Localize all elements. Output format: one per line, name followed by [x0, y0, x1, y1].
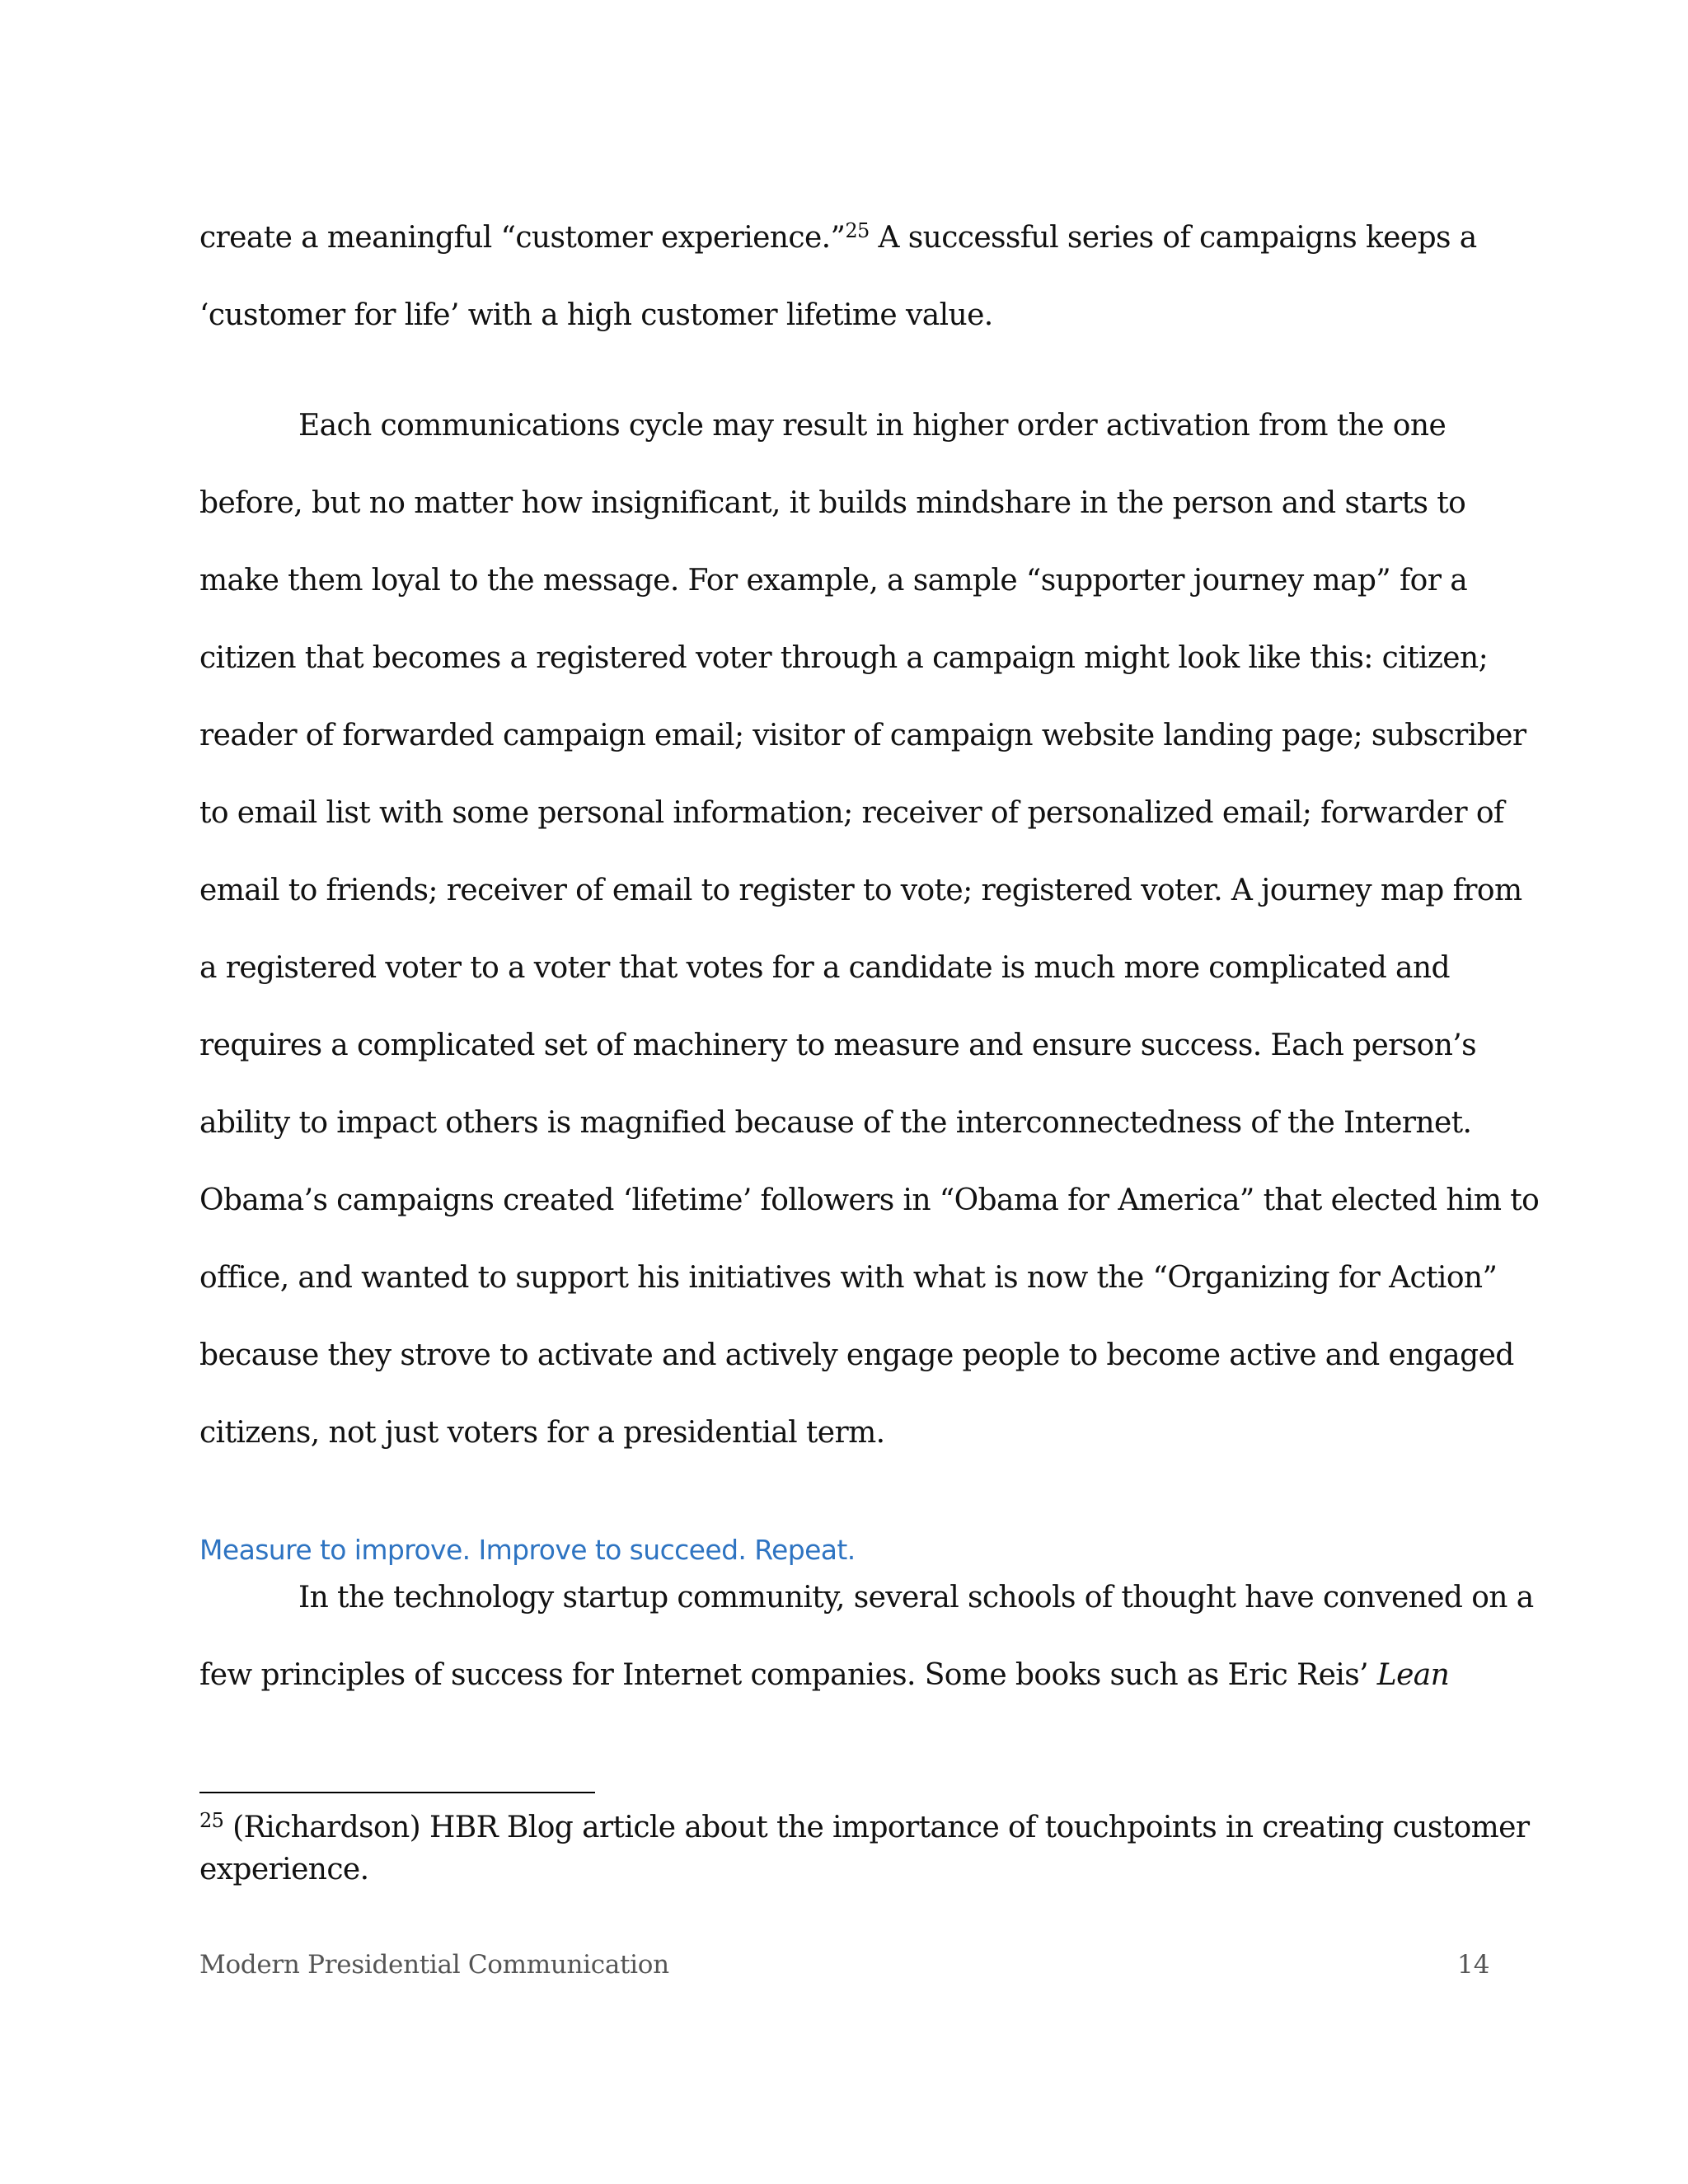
- footnote-separator: [199, 1792, 595, 1793]
- book-title-italic: Lean: [1376, 1658, 1450, 1692]
- paragraph-line: citizen that becomes a registered voter through a campaign might look like this: citizen;: [199, 641, 1489, 675]
- footnote-line: [199, 1808, 1530, 1850]
- paragraph-line: [199, 218, 1477, 259]
- paragraph-line: Obama’s campaigns created ‘lifetime’ followers in “Obama for America” that elected him to: [199, 1183, 1540, 1217]
- footnote-reference[interactable]: 25: [845, 219, 870, 242]
- text-segment: few principles of success for Internet companies. Some books such as Eric Reis’: [199, 1658, 1377, 1692]
- paragraph-line: In the technology startup community, several schools of thought have convened on a: [298, 1581, 1534, 1615]
- paragraph-line: office, and wanted to support his initiatives with what is now the “Organizing for Action”: [199, 1261, 1498, 1295]
- paragraph-line: requires a complicated set of machinery to measure and ensure success. Each person’s: [199, 1029, 1477, 1062]
- footnote: [199, 1808, 1530, 1890]
- paragraph-line: make them loyal to the message. For example, a sample “supporter journey map” for a: [199, 564, 1468, 598]
- text-segment: A successful series of campaigns keeps a: [869, 221, 1477, 255]
- footnote-text: (Richardson) HBR Blog article about the importance of touchpoints in creating customer: [223, 1811, 1530, 1844]
- paragraph-line: [199, 1655, 1449, 1696]
- paragraph-line: citizens, not just voters for a presidential term.: [199, 1416, 885, 1450]
- section-heading: Measure to improve. Improve to succeed. Repeat.: [199, 1534, 856, 1566]
- paragraph-line: ‘customer for life’ with a high customer lifetime value.: [199, 298, 993, 332]
- paragraph-line: reader of forwarded campaign email; visitor of campaign website landing page; subscriber: [199, 719, 1526, 752]
- footnote-number: 25: [199, 1809, 224, 1832]
- paragraph-line: a registered voter to a voter that votes for a candidate is much more complicated and: [199, 951, 1450, 985]
- running-footer-title: Modern Presidential Communication: [199, 1950, 669, 1980]
- page-number: 14: [1457, 1950, 1490, 1980]
- paragraph-line: email to friends; receiver of email to register to vote; registered voter. A journey map from: [199, 874, 1522, 907]
- paragraph-line: before, but no matter how insignificant, it builds mindshare in the person and starts to: [199, 486, 1466, 520]
- paragraph-line: Each communications cycle may result in higher order activation from the one: [298, 409, 1447, 443]
- footnote-line: experience.: [199, 1853, 369, 1886]
- text-segment: create a meaningful “customer experience.”: [199, 221, 846, 255]
- paragraph-line: because they strove to activate and actively engage people to become active and engaged: [199, 1338, 1514, 1372]
- paragraph-line: ability to impact others is magnified because of the interconnectedness of the Internet.: [199, 1106, 1472, 1140]
- paragraph-line: to email list with some personal information; receiver of personalized email; forwarder of: [199, 796, 1504, 830]
